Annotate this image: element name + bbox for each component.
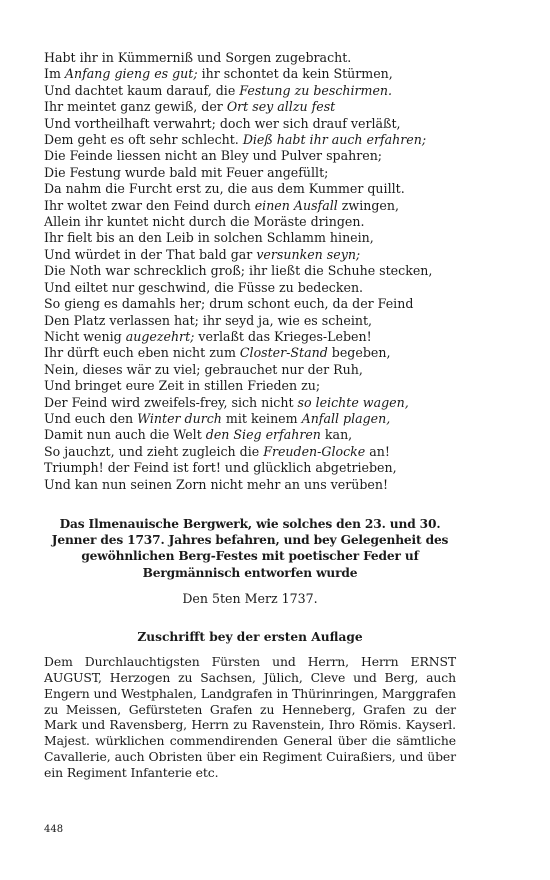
poem-italic-run: augezehrt;: [125, 328, 195, 344]
poem-line: [44, 148, 456, 164]
poem-text-run: Ihr meintet ganz gewiß, der: [44, 99, 227, 115]
poem-text-run: Ihr woltet zwar den Feind durch: [44, 197, 255, 213]
poem-text-run: Und würdet in der That bald gar: [44, 246, 257, 262]
poem-text-run: mit keinem: [221, 410, 302, 426]
poem-text-run: Und vortheilhaft verwahrt; doch wer sich drauf verläßt,: [44, 115, 401, 131]
poem-text-run: Der Feind wird zweifels-frey, sich nicht: [44, 394, 298, 410]
poem-line: [44, 313, 456, 329]
dedication-paragraph: Dem Durchlauchtigsten Fürsten und Herrn, Herrn ERNST AUGUST, Herzogen zu Sachsen, Jülich, Cleve und Berg, auch Engern und Westphalen, Landgrafen in Thürinringen, Marggrafen zu Meissen, Gefürsteten Grafen zu Henneberg, Grafen zu der Mark und Ravensberg, Herrn zu Ravenstein, Ihro Römis. Kayserl. Majest. würklichen commendirenden General über die sämtliche Cavallerie, auch Obristen über ein Regiment Cuiraßiers, und über ein Regiment Infanterie etc.: [44, 653, 456, 781]
poem-italic-run: den Sieg erfahren: [205, 427, 321, 443]
page-body: [44, 50, 456, 781]
poem-line: [44, 362, 456, 378]
poem-text-run: zwingen,: [337, 197, 399, 213]
poem-line: [44, 263, 456, 279]
poem-line: [44, 395, 456, 411]
poem-italic-run: Freuden-Glocke: [263, 443, 366, 459]
poem-text-run: Die Feinde liessen nicht an Bley und Pulver spahren;: [44, 148, 383, 164]
poem-text-run: So jauchzt, und zieht zugleich die: [44, 443, 264, 459]
poem-text-run: Ihr dürft euch eben nicht zum: [44, 345, 240, 361]
poem-line: [44, 132, 456, 148]
poem-text-run: verlaßt das Krieges-Leben!: [194, 328, 372, 344]
section-heading: Das Ilmenauische Bergwerk, wie solches den 23. und 30. Jenner des 1737. Jahres befahren, und bey Gelegenheit des gewöhnlichen Berg-Festes mit poetischer Feder uf Bergmännisch entworfen wurde: [51, 516, 449, 580]
poem-text-run: Nicht wenig: [44, 328, 126, 344]
poem-text-run: Und dachtet kaum darauf, die: [44, 82, 240, 98]
poem-text-run: Die Festung wurde bald mit Feuer angefüllt;: [44, 164, 329, 180]
poem-text-run: Damit nun auch die Welt: [44, 427, 206, 443]
poem-italic-run: so leichte wagen,: [297, 394, 409, 410]
poem-text-run: begeben,: [327, 345, 391, 361]
poem-line: [44, 181, 456, 197]
poem-text-run: Habt ihr in Kümmerniß und Sorgen zugebracht.: [44, 50, 352, 65]
poem-italic-run: Closter-Stand: [239, 345, 328, 361]
page-number: 448: [44, 824, 64, 835]
poem-text-run: Triumph! der Feind ist fort! und glücklich abgetrieben,: [44, 460, 397, 476]
poem-text-run: Den Platz verlassen hat; ihr seyd ja, wie es scheint,: [44, 312, 373, 328]
poem-line: [44, 50, 456, 66]
poem-italic-run: versunken seyn;: [256, 246, 361, 262]
poem-line: [44, 460, 456, 476]
poem-line: [44, 427, 456, 443]
poem-italic-run: Festung zu beschirmen.: [239, 82, 393, 98]
poem-line: [44, 247, 456, 263]
poem-line: [44, 66, 456, 82]
poem-text-run: Und euch den: [44, 410, 138, 426]
poem-text-run: Und eiltet nur geschwind, die Füsse zu bedecken.: [44, 279, 364, 295]
poem-block: [44, 50, 456, 493]
poem-line: [44, 444, 456, 460]
poem-line: [44, 329, 456, 345]
poem-text-run: Und bringet eure Zeit in stillen Frieden zu;: [44, 378, 321, 394]
poem-text-run: Nein, dieses wär zu viel; gebrauchet nur der Ruh,: [44, 361, 363, 377]
poem-italic-run: einen Ausfall: [254, 197, 338, 213]
poem-text-run: Allein ihr kuntet nicht durch die Moräste dringen.: [44, 214, 365, 230]
poem-text-run: kan,: [320, 427, 353, 443]
poem-text-run: Da nahm die Furcht erst zu, die aus dem Kummer quillt.: [44, 181, 405, 197]
poem-line: [44, 116, 456, 132]
poem-italic-run: Anfall plagen,: [301, 410, 391, 426]
poem-italic-run: Ort sey allzu fest: [226, 99, 336, 115]
poem-line: [44, 477, 456, 493]
dateline: Den 5ten Merz 1737.: [182, 590, 318, 606]
poem-line: [44, 280, 456, 296]
poem-line: [44, 230, 456, 246]
poem-text-run: ihr schontet da kein Stürmen,: [197, 66, 393, 82]
poem-italic-run: Anfang gieng es gut;: [64, 66, 198, 82]
poem-italic-run: Winter durch: [137, 410, 222, 426]
poem-line: [44, 99, 456, 115]
poem-text-run: Die Noth war schrecklich groß; ihr ließt die Schuhe stecken,: [44, 263, 433, 279]
poem-text-run: Dem geht es oft sehr schlecht.: [44, 132, 243, 148]
poem-text-run: Ihr fielt bis an den Leib in solchen Schlamm hinein,: [44, 230, 374, 246]
poem-text-run: Im: [44, 66, 65, 82]
poem-line: [44, 165, 456, 181]
dedication-heading: Zuschrifft bey der ersten Auflage: [137, 629, 363, 644]
poem-text-run: an!: [365, 443, 390, 459]
poem-line: [44, 296, 456, 312]
poem-text-run: So gieng es damahls her; drum schont euch, da der Feind: [44, 296, 414, 312]
poem-line: [44, 198, 456, 214]
poem-line: [44, 345, 456, 361]
poem-line: [44, 411, 456, 427]
poem-italic-run: Dieß habt ihr auch erfahren;: [242, 132, 427, 148]
poem-line: [44, 214, 456, 230]
poem-line: [44, 378, 456, 394]
poem-line: [44, 83, 456, 99]
poem-text-run: Und kan nun seinen Zorn nicht mehr an uns verüben!: [44, 476, 389, 492]
